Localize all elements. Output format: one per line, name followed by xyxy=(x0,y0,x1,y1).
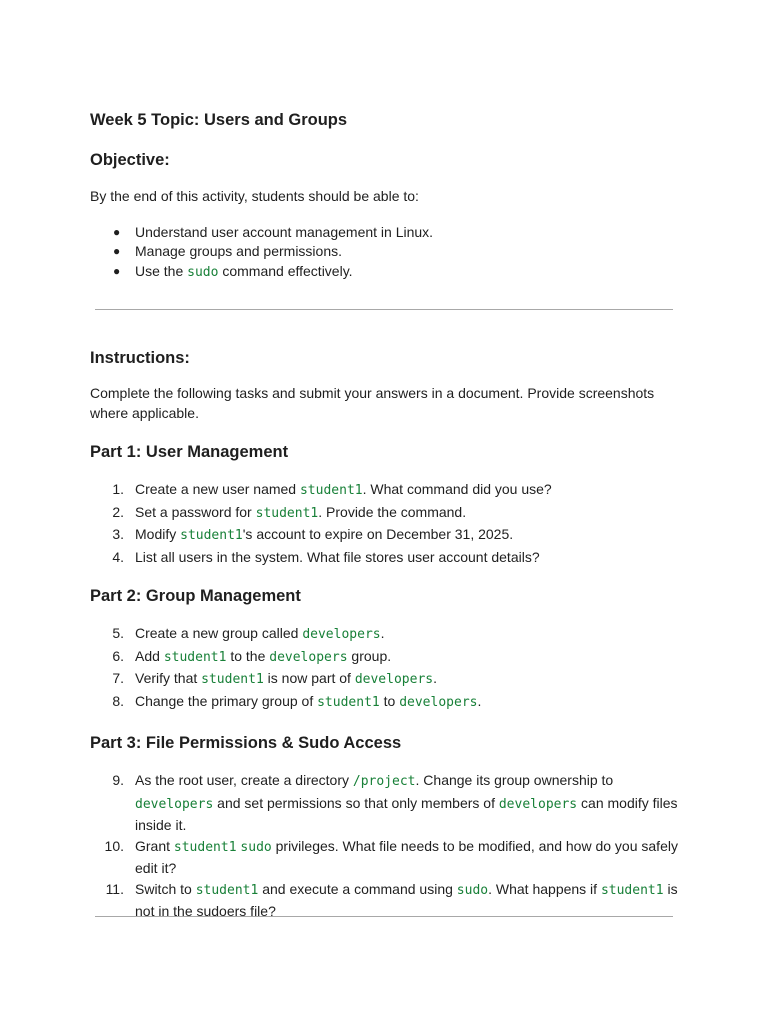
inline-code: developers xyxy=(302,627,381,642)
objective-item xyxy=(90,262,690,283)
page-title: Week 5 Topic: Users and Groups xyxy=(90,111,348,129)
task-number: 3. xyxy=(112,526,124,542)
objective-heading: Objective: xyxy=(90,151,170,169)
task-text: As the root user, create a directory /project. Change its group ownership to developers and set permissions so that only members of developers can modify files inside it. xyxy=(135,772,678,833)
bullet-icon: ● xyxy=(113,224,121,239)
task-item xyxy=(90,770,690,836)
part3-task-list xyxy=(90,770,690,922)
part1-task-list xyxy=(90,479,690,567)
task-item xyxy=(90,623,690,646)
inline-code: student1 xyxy=(299,483,363,498)
task-text: Change the primary group of student1 to developers. xyxy=(135,692,482,710)
part3-heading: Part 3: File Permissions & Sudo Access xyxy=(90,734,402,752)
objective-item xyxy=(90,223,690,243)
inline-code: developers xyxy=(498,796,578,812)
inline-code: student1 xyxy=(163,649,227,665)
objective-item-text: Use the sudo command effectively. xyxy=(135,262,353,280)
task-item xyxy=(90,479,690,502)
task-number: 1. xyxy=(112,481,124,497)
bullet-icon: ● xyxy=(113,244,121,258)
task-number: 6. xyxy=(112,647,124,664)
task-item xyxy=(90,668,690,691)
task-text: List all users in the system. What file stores user account details? xyxy=(135,548,540,565)
instructions-text: Complete the following tasks and submit your answers in a document. Provide screenshots where applicable. xyxy=(90,385,655,421)
document-body xyxy=(90,108,690,922)
task-item xyxy=(90,502,690,525)
bullet-icon: ● xyxy=(113,263,121,278)
task-text: Create a new user named student1. What command did you use? xyxy=(135,481,552,498)
task-text: Set a password for student1. Provide the command. xyxy=(135,503,467,521)
section-divider xyxy=(95,309,673,310)
inline-code: student1 xyxy=(317,694,380,710)
task-text: Create a new group called developers. xyxy=(135,625,385,642)
task-number: 5. xyxy=(112,625,124,641)
inline-code: /project xyxy=(352,774,416,789)
task-number: 9. xyxy=(112,772,124,788)
objective-item-text: Understand user account management in Linux. xyxy=(135,223,434,240)
task-item xyxy=(90,836,690,879)
objective-item xyxy=(90,242,690,262)
inline-code: student1 xyxy=(600,882,664,898)
task-text: Grant student1 sudo privileges. What file needs to be modified, and how do you safely edit it? xyxy=(135,837,678,876)
inline-code: student1 xyxy=(173,839,237,855)
inline-code: sudo xyxy=(456,882,489,898)
task-item xyxy=(90,691,690,714)
inline-code: developers xyxy=(399,694,478,710)
inline-code: student1 xyxy=(180,528,243,543)
task-text: Verify that student1 is now part of developers. xyxy=(135,670,437,687)
task-item xyxy=(90,646,690,669)
part2-heading: Part 2: Group Management xyxy=(90,587,301,605)
section-divider xyxy=(95,916,673,917)
task-text: Add student1 to the developers group. xyxy=(135,647,392,665)
inline-code: sudo xyxy=(187,264,219,280)
task-number: 7. xyxy=(112,670,124,686)
inline-code: developers xyxy=(269,649,348,665)
task-number: 11. xyxy=(105,880,124,897)
part1-heading: Part 1: User Management xyxy=(90,443,289,461)
objective-intro: By the end of this activity, students should be able to: xyxy=(90,188,419,204)
part2-task-list xyxy=(90,623,690,713)
inline-code: sudo xyxy=(240,839,272,855)
task-item xyxy=(90,547,690,568)
task-number: 2. xyxy=(112,503,124,520)
objective-list xyxy=(90,223,690,283)
task-number: 8. xyxy=(112,692,124,709)
objective-item-text: Manage groups and permissions. xyxy=(135,243,343,259)
instructions-heading: Instructions: xyxy=(90,349,190,367)
task-item xyxy=(90,524,690,547)
inline-code: student1 xyxy=(255,505,319,521)
inline-code: student1 xyxy=(195,882,259,898)
inline-code: student1 xyxy=(201,672,264,687)
inline-code: developers xyxy=(135,796,214,812)
task-text: Switch to student1 and execute a command using sudo. What happens if student1 is not in the sudoers file? xyxy=(135,880,678,919)
task-number: 4. xyxy=(112,548,124,565)
task-text: Modify student1's account to expire on December 31, 2025. xyxy=(135,526,514,543)
inline-code: developers xyxy=(354,672,434,687)
task-number: 10. xyxy=(104,837,124,854)
